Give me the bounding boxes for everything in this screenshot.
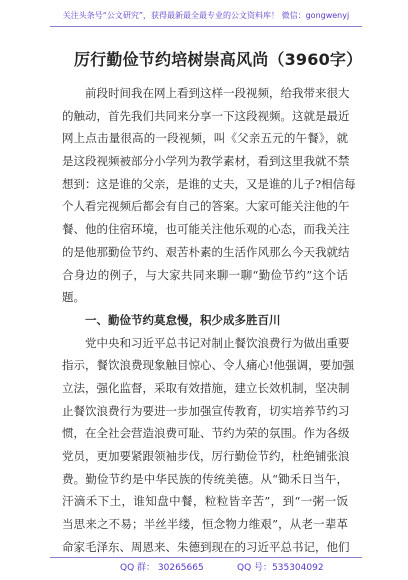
text-line: 个人看完视频后都会有自己的答案。大家可能关注他的午	[62, 199, 350, 214]
text-line: 汗滴禾下土，谁知盘中餐，粒粒皆辛苦”，到“一粥一饭	[62, 494, 348, 509]
text-line: 立法，强化监督，采取有效措施，建立长效机制，坚决制	[62, 380, 350, 395]
text-line: 止餐饮浪费行为要进一步加强宣传教育，切实培养节约习	[62, 403, 350, 418]
text-line: 党员，更加要紧跟领袖步伐，厉行勤俭节约，杜绝铺张浪	[62, 449, 350, 463]
footer-divider	[50, 557, 362, 558]
paragraph-1	[62, 82, 356, 309]
text-line: 前段时间我在网上看到这样一段视频，给我带来很大	[85, 86, 350, 100]
text-line: 指示，餐饮浪费现象触目惊心、令人痛心!他强调，要加强	[62, 358, 355, 373]
text-line: 餐、他的住宿环境，也可能关注他乐观的心态，而我关注	[62, 222, 350, 237]
section-heading: 一、勤俭节约莫怠慢，积少成多胜百川	[85, 312, 281, 327]
text-line: 命家毛泽东、周恩来、朱德到现在的习近平总书记，他们	[62, 539, 350, 554]
text-line: 合身边的例子，与大家共同来聊一聊“勤俭节约”这个话	[62, 267, 348, 282]
text-line: 惯，在全社会营造浪费可耻、节约为荣的氛围。作为各级	[62, 426, 350, 441]
text-line: 的触动，首先我们共同来分享一下这段视频。这就是最近	[62, 108, 350, 123]
text-line: 党中央和习近平总书记对制止餐饮浪费行为做出重要	[85, 335, 350, 350]
document-title: 厉行勤俭节约培树崇高风尚（3960字）	[74, 50, 363, 69]
qq-group-number: QQ 群： 30265665	[120, 563, 204, 573]
paragraph-2	[62, 332, 355, 559]
text-line: 费。勤俭节约是中华民族的传统美德。从“锄禾日当午，	[62, 471, 348, 486]
qq-account-number: QQ 号：535304092	[237, 563, 324, 573]
text-line: 当思来之不易；半丝半缕，恒念物力维艰”，从老一辈革	[62, 517, 348, 532]
header-banner: 关注头条号“公文研究”，获得最新最全最专业的公文资料库！ 微信：gongwenyj	[62, 11, 350, 20]
document-body	[62, 82, 356, 558]
text-line: 是这段视频被部分小学列为教学素材，看到这里我就不禁	[62, 154, 350, 169]
text-line: 题。	[62, 290, 85, 305]
text-line: 的是他那勤俭节约、艰苦朴素的生活作风那么今天我就结	[62, 244, 350, 259]
text-line: 想到：这是谁的父亲，是谁的丈夫，又是谁的儿子?相信每	[62, 176, 356, 191]
header-divider	[50, 26, 362, 27]
text-line: 网上点击量很高的一段视频，叫《父亲五元的午餐》，就	[62, 131, 348, 146]
